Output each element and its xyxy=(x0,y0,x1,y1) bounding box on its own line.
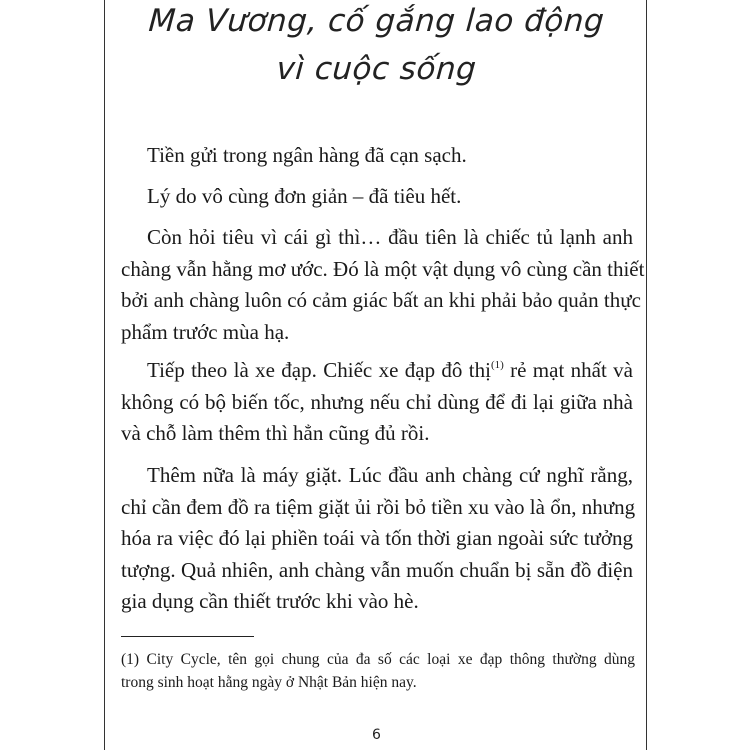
text-line: Tiền gửi trong ngân hàng đã cạn sạch. xyxy=(147,143,467,167)
text-line: Còn hỏi tiêu vì cái gì thì… đầu tiên là chiếc tủ lạnh anh xyxy=(147,225,633,249)
paragraph-2 xyxy=(121,181,633,213)
text-line xyxy=(121,355,633,387)
footnote-reference: (1) xyxy=(490,359,504,371)
footnote-line: trong sinh hoạt hằng ngày ở Nhật Bản hiện nay. xyxy=(121,674,417,691)
book-page xyxy=(104,0,647,750)
paragraph-5 xyxy=(121,460,636,618)
footnote xyxy=(121,648,635,694)
paragraph-1 xyxy=(121,140,633,172)
text-line: và chỗ làm thêm thì hẳn cũng đủ rồi. xyxy=(121,421,430,445)
text-line: Thêm nữa là máy giặt. Lúc đầu anh chàng cứ nghĩ rằng, xyxy=(147,463,633,487)
text-line: không có bộ biến tốc, nhưng nếu chỉ dùng để đi lại giữa nhà xyxy=(121,389,633,414)
text-line: hóa ra việc đó lại phiền toái và tốn thời gian ngoài sức tưởng xyxy=(121,526,633,550)
text-fragment: Tiếp theo là xe đạp. Chiếc xe đạp đô thị xyxy=(147,358,491,382)
paragraph-3 xyxy=(121,222,645,348)
text-line: gia dụng cần thiết trước khi vào hè. xyxy=(121,589,419,613)
text-line: bởi anh chàng luôn có cảm giác bất an khi phải bảo quản thực xyxy=(121,288,641,312)
chapter-title-line-2: vì cuộc sống xyxy=(275,51,478,87)
text-line: Lý do vô cùng đơn giản – đã tiêu hết. xyxy=(147,184,462,208)
chapter-title-line-1: Ma Vương, cố gắng lao động xyxy=(147,3,606,39)
text-line: tượng. Quả nhiên, anh chàng vẫn muốn chuẩn bị sẵn đồ điện xyxy=(121,557,633,582)
text-line: chỉ cần đem đồ ra tiệm giặt ủi rồi bỏ tiền xu vào là ổn, nhưng xyxy=(121,494,636,519)
text-line: phẩm trước mùa hạ. xyxy=(121,319,290,344)
page-number: 6 xyxy=(372,727,381,743)
text-line: chàng vẫn hằng mơ ước. Đó là một vật dụng vô cùng cần thiết xyxy=(121,256,645,281)
paragraph-4 xyxy=(121,355,633,450)
footnote-line: (1) City Cycle, tên gọi chung của đa số các loại xe đạp thông thường dùng xyxy=(121,651,635,668)
text-fragment: rẻ mạt nhất và xyxy=(503,358,633,382)
footnote-divider xyxy=(121,636,254,637)
